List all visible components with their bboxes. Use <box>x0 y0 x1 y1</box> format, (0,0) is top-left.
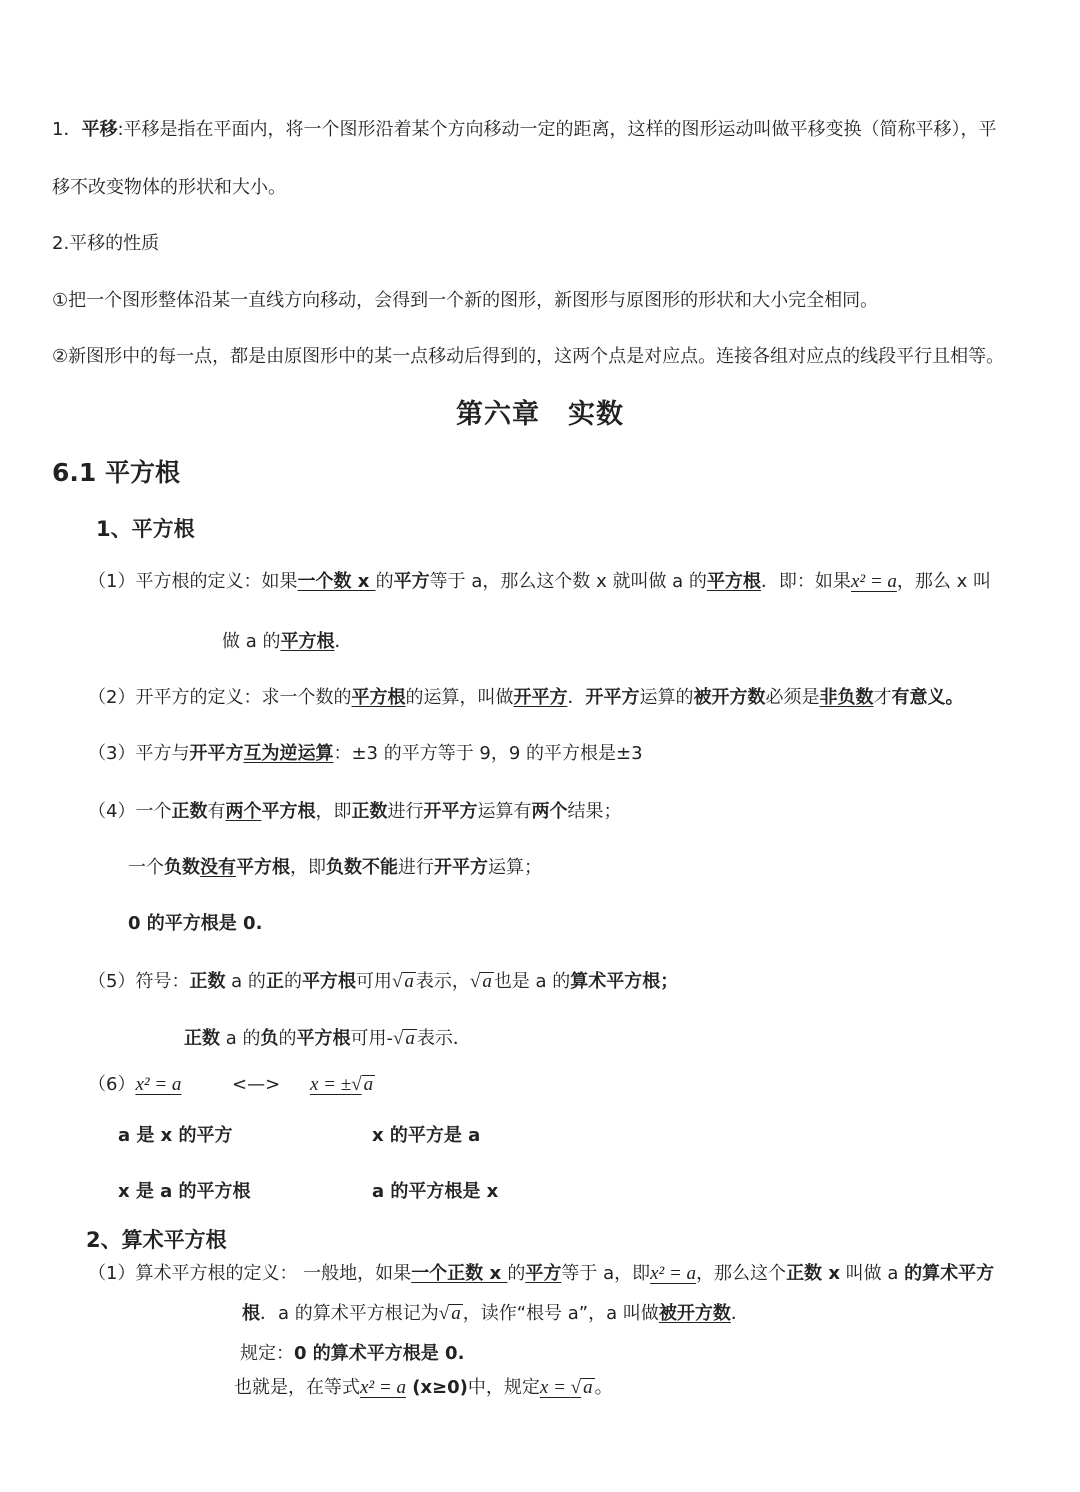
paragraph-translation-definition <box>52 118 997 142</box>
symbol-rule: （5）符号：正数 a 的正的平方根可用√ a 表示，√ a 也是 a 的算术平方根； <box>88 971 679 992</box>
negative-root-symbol: 正数 a 的负的平方根可用-√ a 表示． <box>184 1028 471 1049</box>
subsection-arithmetic-root: 2、算术平方根 <box>86 1228 227 1252</box>
equation-x-squared: x² = a <box>135 1074 182 1095</box>
definition-square-root-cont: 做 a 的平方根． <box>222 631 353 652</box>
sqrt-a: √ a <box>391 971 414 992</box>
meaning-1b: x 的平方是 a <box>372 1125 481 1146</box>
property-2: ②新图形中的每一点，都是由原图形中的某一点移动后得到的，这两个点是对应点。连接各组对应点的线段平行且相等。 <box>52 346 1005 367</box>
equation-x-squared: x² = a <box>850 571 897 592</box>
section-title: 6.1 平方根 <box>52 458 180 487</box>
arrow-both: <—> <box>232 1074 281 1095</box>
definition-text: :平移是指在平面内，将一个图形沿着某个方向移动一定的距离，这样的图形运动叫做平移变换（简称平移），平 <box>117 119 997 140</box>
equation-plus-minus-root: x = ±√ a <box>310 1074 374 1095</box>
definition-arithmetic-root-cont: 根．a 的算术平方根记为√ a ，读作“根号 a”，a 叫做被开方数． <box>242 1303 749 1324</box>
definition-arithmetic-root: （1）算术平方根的定义： 一般地，如果一个正数 x 的平方等于 a，即x² = a，那么这个正数 x 叫做 a 的算术平方 <box>88 1263 995 1284</box>
positive-number-rule: （4）一个正数有两个平方根，即正数进行开平方运算有两个结果； <box>88 801 622 822</box>
properties-heading: 2.平移的性质 <box>52 233 160 254</box>
negative-number-rule: 一个负数没有平方根，即负数不能进行开平方运算； <box>128 857 542 878</box>
rule-zero: 规定：0 的算术平方根是 0. <box>240 1343 465 1364</box>
definition-extraction: （2）开平方的定义：求一个数的平方根的运算，叫做开平方．开平方运算的被开方数必须是非负数才有意义。 <box>88 687 964 708</box>
paragraph-continuation: 移不改变物体的形状和大小。 <box>52 177 286 198</box>
equivalence-row: （6）x² = a <box>88 1074 182 1095</box>
definition-square-root: （1）平方根的定义：如果一个数 x 的平方等于 a，那么这个数 x 就叫做 a 的平方根．即：如果x² = a，那么 x 叫 <box>88 571 991 592</box>
rule-equation: 也就是，在等式x² = a (x≥0)中，规定x = √ a 。 <box>234 1377 613 1398</box>
zero-rule: 0 的平方根是 0. <box>128 913 263 934</box>
item-number: 1． <box>52 119 82 140</box>
term-translation: 平移 <box>81 119 118 140</box>
sqrt-a: √ a <box>469 971 492 992</box>
sqrt-a: √ a <box>392 1028 415 1049</box>
subsection-square-root: 1、平方根 <box>96 517 195 541</box>
meaning-2b: a 的平方根是 x <box>372 1181 499 1202</box>
chapter-title: 第六章 实数 <box>456 399 624 430</box>
meaning-2a: x 是 a 的平方根 <box>118 1181 251 1202</box>
inverse-operation: （3）平方与开平方互为逆运算：±3 的平方等于 9，9 的平方根是±3 <box>88 743 643 764</box>
property-1: ①把一个图形整体沿某一直线方向移动，会得到一个新的图形，新图形与原图形的形状和大小完全相同。 <box>52 290 879 311</box>
meaning-1a: a 是 x 的平方 <box>118 1125 233 1146</box>
